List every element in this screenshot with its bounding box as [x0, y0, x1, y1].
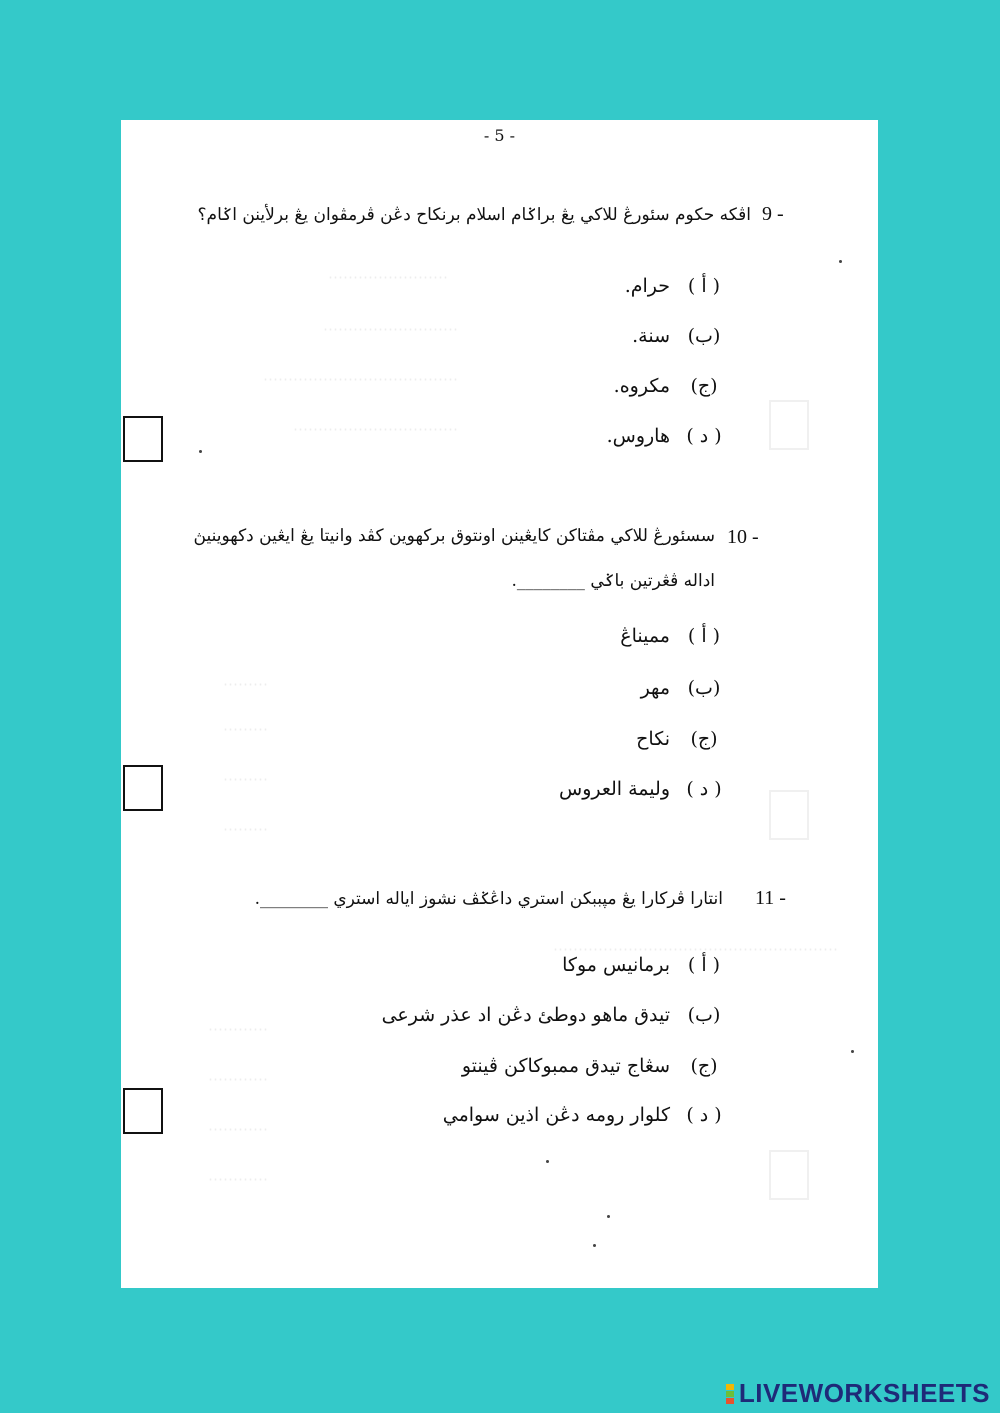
- brand-text: LIVEWORKSHEETS: [738, 1378, 990, 1408]
- question-text: سسئورڠ للاکي مڤتاکن کايڠينن اونتوق برکهوين کڤد وانيتا يڠ ايڠين دکهوينيڽ: [193, 526, 715, 546]
- bleed-through-text: ⋯⋯⋯: [223, 820, 268, 838]
- bleed-through-box: [769, 790, 809, 840]
- option-text: سنة.: [632, 325, 670, 347]
- scan-speck: [546, 1160, 549, 1163]
- bleed-through-text: ⋯⋯⋯: [223, 720, 268, 738]
- bleed-through-box: [769, 1150, 809, 1200]
- option-b: [632, 325, 724, 347]
- bleed-through-text: ⋯⋯⋯: [223, 675, 268, 693]
- option-text: مميناڠ: [620, 625, 670, 647]
- option-c: [462, 1055, 724, 1077]
- question-text: اڤكه حكوم سئورڠ للاکي يڠ براݢام اسلام برنكاح دڠن ڤرمڤوان يڠ برلأينن اݢام؟: [197, 205, 751, 225]
- option-label: (ب): [687, 677, 721, 699]
- option-label: (ب): [687, 1004, 721, 1026]
- option-a: [625, 275, 724, 297]
- bleed-through-text: ⋯⋯⋯⋯⋯⋯⋯⋯: [328, 268, 448, 286]
- bleed-through-text: ⋯⋯⋯⋯⋯⋯⋯⋯⋯: [323, 320, 458, 338]
- option-d: [607, 425, 724, 447]
- option-text: نكاح: [636, 728, 670, 750]
- option-text: کلوار رومه دڠن اذين سوامي: [442, 1104, 670, 1126]
- bleed-through-text: ⋯⋯⋯⋯: [208, 1070, 268, 1088]
- bleed-through-text: ⋯⋯⋯: [223, 770, 268, 788]
- question-text: انتارا ڤرکارا يڠ مڽببکن استري داڠݢڤ نشوز اياله استري ________.: [254, 889, 723, 909]
- option-d: [559, 778, 724, 800]
- question-number: 9 -: [762, 203, 784, 225]
- option-text: مكروه.: [613, 375, 670, 397]
- bleed-through-text: ⋯⋯⋯⋯⋯⋯⋯⋯⋯⋯⋯: [293, 420, 458, 438]
- option-label: ( د ): [686, 778, 722, 800]
- option-label: (ج): [690, 728, 718, 750]
- option-b: [382, 1004, 724, 1026]
- bleed-through-box: [769, 400, 809, 450]
- bleed-through-text: ⋯⋯⋯⋯⋯⋯⋯⋯⋯⋯⋯⋯⋯: [263, 370, 458, 388]
- option-text: مهر: [640, 677, 670, 699]
- option-b: [641, 677, 724, 699]
- scan-speck: [593, 1244, 596, 1247]
- worksheet-page: [121, 120, 878, 1288]
- option-c: [636, 728, 724, 750]
- bleed-through-text: ⋯⋯⋯⋯: [208, 1170, 268, 1188]
- option-a: [562, 954, 724, 976]
- option-text: حرام.: [624, 275, 670, 297]
- option-label: ( أ ): [687, 625, 721, 647]
- answer-box[interactable]: [123, 765, 163, 811]
- option-label: ( د ): [686, 1104, 722, 1126]
- scan-speck: [851, 1050, 854, 1053]
- option-label: (ج): [690, 1055, 718, 1077]
- question-text: اداله ڤڠرتين باݢي ________.: [511, 571, 715, 591]
- answer-box[interactable]: [123, 416, 163, 462]
- option-label: ( أ ): [687, 954, 721, 976]
- option-a: [620, 625, 724, 647]
- question-number: 11 -: [755, 887, 786, 909]
- scan-speck: [839, 260, 842, 263]
- option-label: ( أ ): [687, 275, 721, 297]
- option-text: تيدق ماهو دوطئ دڠن اد عذر شرعى: [381, 1004, 670, 1026]
- bleed-through-text: ⋯⋯⋯⋯⋯⋯⋯⋯⋯⋯⋯⋯⋯⋯⋯⋯⋯⋯⋯: [553, 940, 838, 958]
- answer-box[interactable]: [123, 1088, 163, 1134]
- option-c: [614, 375, 724, 397]
- scan-speck: [199, 450, 202, 453]
- page-number: - 5 -: [483, 126, 516, 145]
- option-text: هاروس.: [606, 425, 670, 447]
- option-text: برمانيس موکا: [562, 954, 670, 976]
- option-label: (ج): [690, 375, 718, 397]
- liveworksheets-logo[interactable]: [726, 1378, 990, 1409]
- scan-speck: [607, 1215, 610, 1218]
- option-label: (ب): [687, 325, 721, 347]
- option-text: وليمة العروس: [559, 778, 670, 800]
- option-d: [443, 1104, 724, 1126]
- logo-icon: [726, 1384, 734, 1404]
- bleed-through-text: ⋯⋯⋯⋯: [208, 1120, 268, 1138]
- question-number: 10 -: [727, 526, 759, 548]
- option-label: ( د ): [686, 425, 722, 447]
- bleed-through-text: ⋯⋯⋯⋯: [208, 1020, 268, 1038]
- option-text: سڠاج تيدق ممبوکاکن ڤينتو: [461, 1055, 670, 1077]
